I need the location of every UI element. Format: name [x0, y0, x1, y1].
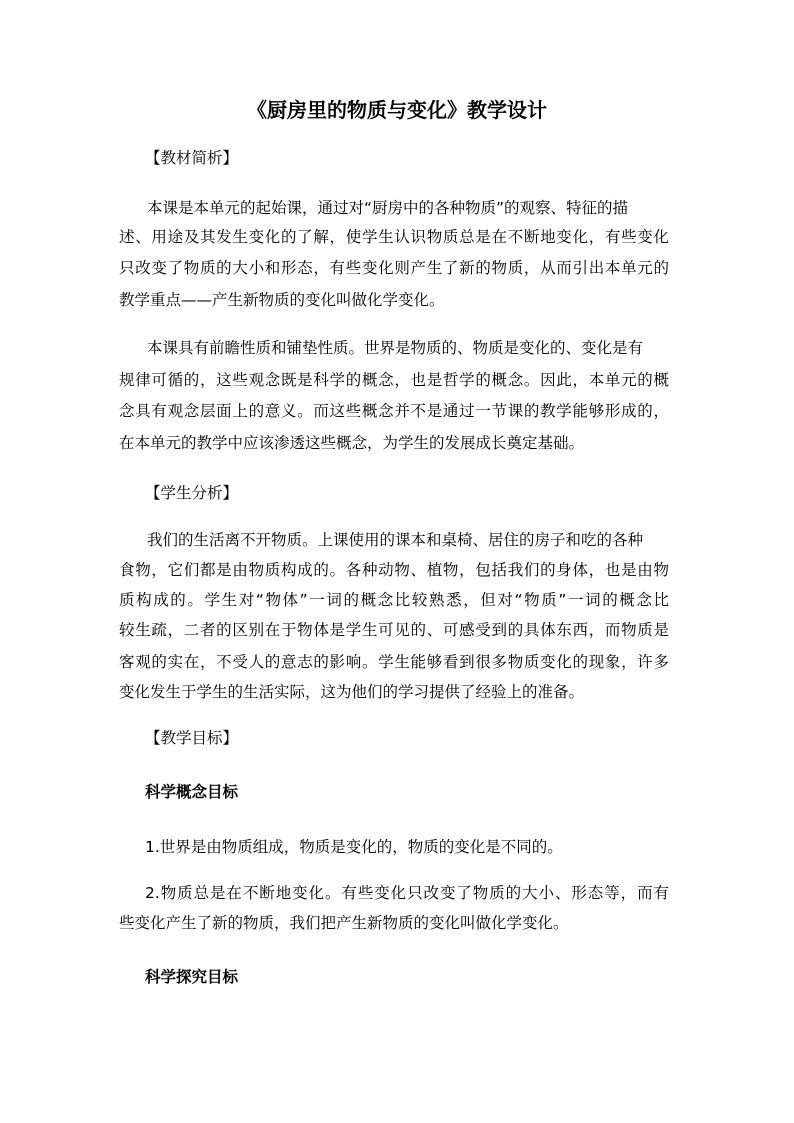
paragraph-line: 客观的实在，不受人的意志的影响。学生能够看到很多物质变化的现象，许多 [119, 653, 669, 671]
paragraph-line: 念具有观念层面上的意义。而这些概念并不是通过一节课的教学能够形成的， [119, 402, 669, 420]
goal-item-2-line: 些变化产生了新的物质，我们把产生新物质的变化叫做化学变化。 [119, 914, 569, 932]
goal-item-1: 1.世界是由物质组成，物质是变化的，物质的变化是不同的。 [145, 838, 563, 856]
subheading-inquiry-goals: 科学探究目标 [145, 968, 239, 986]
goal-item-2-line: 2.物质总是在不断地变化。有些变化只改变了物质的大小、形态等，而有 [145, 884, 669, 902]
page-title: 《厨房里的物质与变化》教学设计 [247, 98, 547, 122]
paragraph-line: 本课具有前瞻性质和铺垫性质。世界是物质的、物质是变化的、变化是有 [147, 339, 644, 357]
paragraph-line: 只改变了物质的大小和形态，有些变化则产生了新的物质，从而引出本单元的 [119, 259, 669, 277]
paragraph-line: 规律可循的，这些观念既是科学的概念，也是哲学的概念。因此，本单元的概 [119, 371, 669, 389]
section-heading-goals: 【教学目标】 [145, 729, 239, 747]
section-heading-students: 【学生分析】 [145, 484, 239, 502]
paragraph-line: 食物，它们都是由物质构成的。各种动物、植物，包括我们的身体，也是由物 [119, 561, 669, 579]
paragraph-line: 在本单元的教学中应该渗透这些概念，为学生的发展成长奠定基础。 [119, 434, 585, 452]
paragraph-line: 我们的生活离不开物质。上课使用的课本和桌椅、居住的房子和吃的各种 [147, 531, 644, 549]
subheading-concept-goals: 科学概念目标 [145, 783, 239, 801]
paragraph-line: 教学重点——产生新物质的变化叫做化学变化。 [119, 291, 445, 309]
paragraph-line: 质构成的。学生对“物体”一词的概念比较熟悉，但对“物质”一词的概念比 [119, 591, 669, 609]
section-heading-textbook: 【教材简析】 [145, 149, 239, 167]
paragraph-line: 本课是本单元的起始课，通过对“厨房中的各种物质”的观察、特征的描 [147, 199, 629, 217]
paragraph-line: 较生疏，二者的区别在于物体是学生可见的、可感受到的具体东西，而物质是 [119, 621, 669, 639]
paragraph-line: 述、用途及其发生变化的了解，使学生认识物质总是在不断地变化，有些变化 [119, 228, 669, 246]
paragraph-line: 变化发生于学生的生活实际，这为他们的学习提供了经验上的准备。 [119, 683, 585, 701]
